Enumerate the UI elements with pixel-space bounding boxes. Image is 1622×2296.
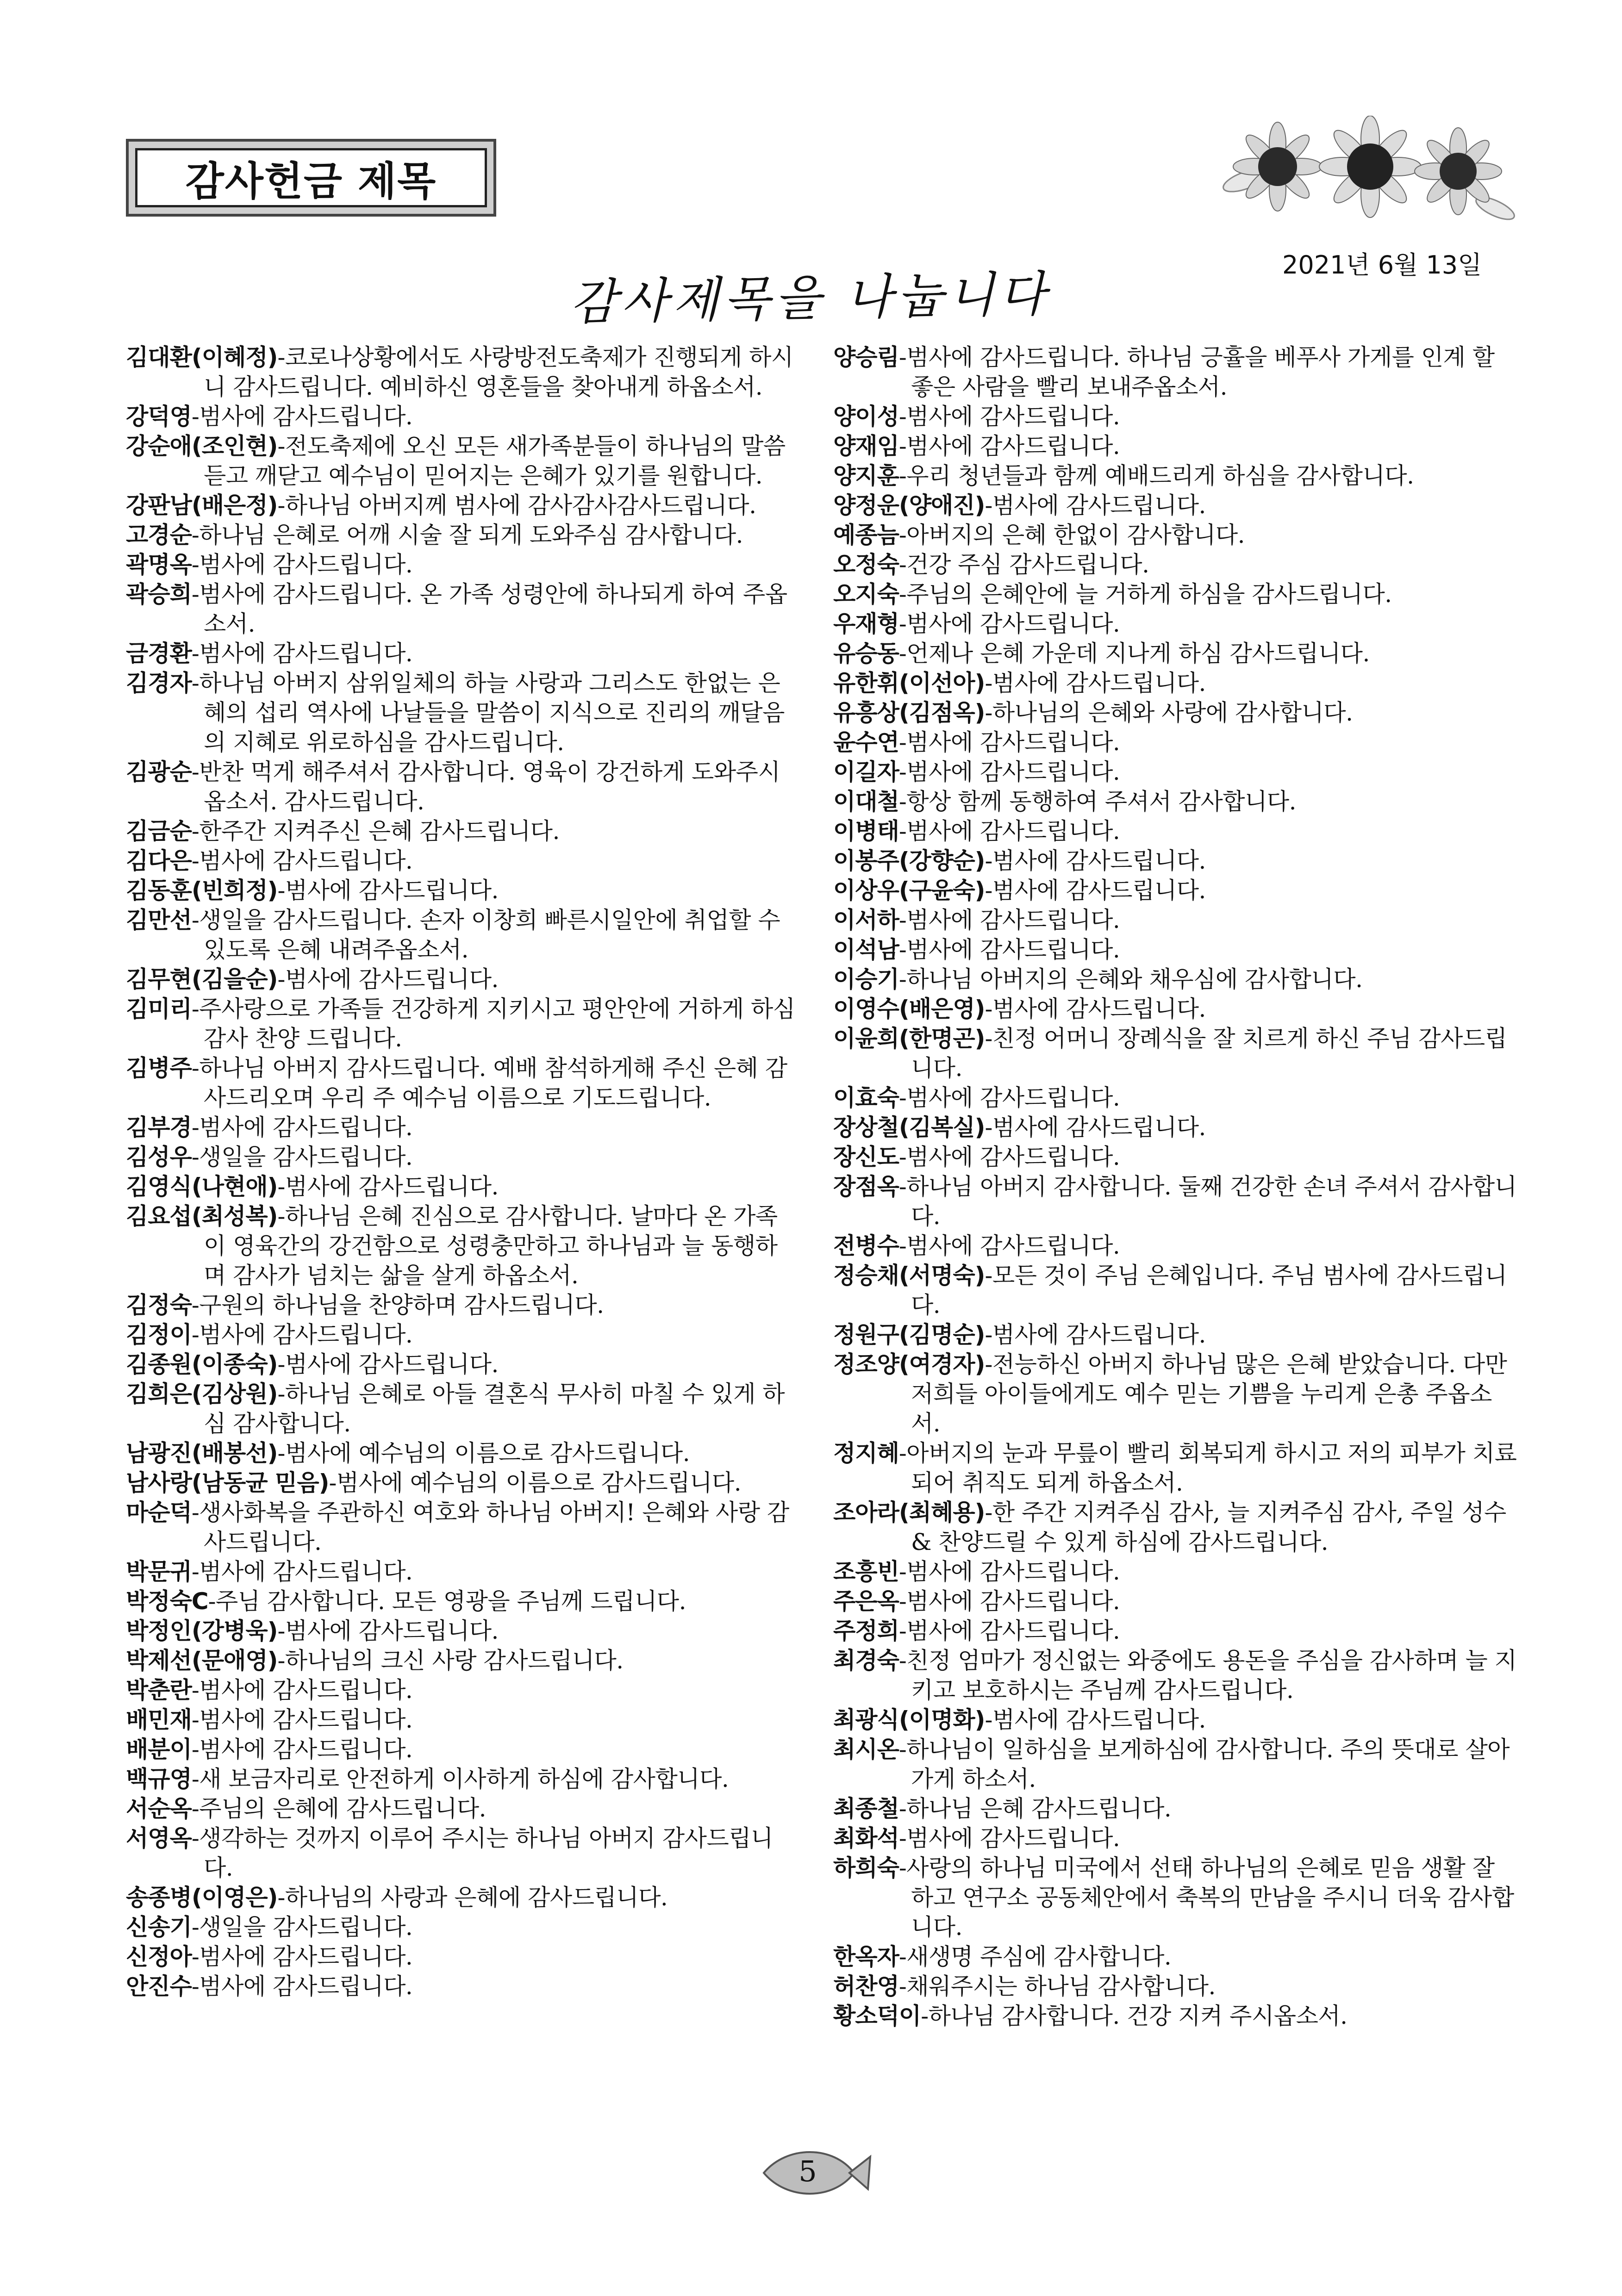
prayer-entry <box>126 1113 797 1142</box>
thanksgiving-message: -범사에 감사드립니다. <box>191 1943 413 1970</box>
prayer-entry <box>126 1053 797 1113</box>
member-name: 양이성 <box>833 403 899 430</box>
thanksgiving-message: -한 주간 지켜주심 감사, 늘 지켜주심 감사, 주일 성수 & 찬양드릴 수 있게 하심에 감사드립니다. <box>911 1499 1506 1556</box>
thanksgiving-message: -주님 감사합니다. 모든 영광을 주님께 드립니다. <box>208 1588 686 1615</box>
prayer-entry <box>126 1350 797 1379</box>
prayer-entry <box>833 964 1518 994</box>
prayer-entry <box>833 639 1518 668</box>
prayer-entry <box>833 1557 1518 1587</box>
thanksgiving-message: -구원의 하나님을 찬양하며 감사드립니다. <box>191 1292 604 1319</box>
thanksgiving-message: -범사에 감사드립니다. <box>898 907 1120 933</box>
member-name: 이석남 <box>833 936 899 963</box>
thanksgiving-message: -범사에 예수님의 이름으로 감사드립니다. <box>277 1440 690 1467</box>
thanksgiving-message: -범사에 감사드립니다. <box>191 847 413 874</box>
member-name: 김금순 <box>126 818 192 845</box>
prayer-entry <box>126 1794 797 1823</box>
member-name: 곽명옥 <box>126 551 192 578</box>
right-column <box>833 342 1518 2031</box>
prayer-entry <box>833 905 1518 935</box>
member-name: 허찬영 <box>833 1973 899 2000</box>
prayer-entry <box>833 1794 1518 1823</box>
prayer-entry <box>126 639 797 668</box>
member-name: 김정이 <box>126 1321 192 1348</box>
prayer-entry <box>126 1557 797 1587</box>
member-name: 오정숙 <box>833 551 899 578</box>
prayer-entry <box>833 1438 1518 1498</box>
thanksgiving-message: -범사에 감사드립니다. <box>898 1144 1120 1170</box>
prayer-entry <box>833 1587 1518 1616</box>
prayer-entry <box>126 579 797 639</box>
prayer-entry <box>126 905 797 964</box>
thanksgiving-message: -범사에 감사드립니다. <box>191 403 413 430</box>
prayer-entry <box>833 876 1518 905</box>
thanksgiving-message: -아버지의 눈과 무릎이 빨리 회복되게 하시고 저의 피부가 치료되어 취직도 되게 하옵소서. <box>898 1440 1517 1496</box>
member-name: 김미리 <box>126 996 192 1022</box>
member-name: 김영식(나현애) <box>126 1173 278 1200</box>
member-name: 장상철(김복실) <box>833 1114 985 1141</box>
thanksgiving-message: -범사에 감사드립니다. <box>191 1706 413 1733</box>
member-name: 강판남(배은정) <box>126 492 278 519</box>
member-name: 윤수연 <box>833 729 899 756</box>
thanksgiving-message: -생일을 감사드립니다. 손자 이창희 빠른시일안에 취업할 수 있도록 은혜 내려주옵소서. <box>191 907 780 963</box>
thanksgiving-message: -범사에 감사드립니다. <box>898 1588 1120 1615</box>
member-name: 유흥상(김점옥) <box>833 699 985 726</box>
thanksgiving-message: -하나님 은혜로 아들 결혼식 무사히 마칠 수 있게 하심 감사합니다. <box>204 1381 785 1437</box>
prayer-entry <box>833 1261 1518 1320</box>
member-name: 곽승희 <box>126 581 192 608</box>
prayer-entry <box>833 1113 1518 1142</box>
prayer-entry <box>833 461 1518 491</box>
prayer-entry <box>833 550 1518 579</box>
member-name: 박정인(강병욱) <box>126 1618 278 1644</box>
thanksgiving-message: -주사랑으로 가족들 건강하게 지키시고 평안안에 거하게 하심 감사 찬양 드립니다. <box>191 996 795 1052</box>
thanksgiving-message: -범사에 감사드립니다. <box>898 1232 1120 1259</box>
prayer-entry <box>833 1350 1518 1438</box>
thanksgiving-message: -하나님 아버지 삼위일체의 하늘 사랑과 그리스도 한없는 은혜의 섭리 역사에 나날들을 말씀이 지식으로 진리의 깨달음의 지혜로 위로하심을 감사드립니다. <box>191 670 785 756</box>
member-name: 김동훈(빈희정) <box>126 877 278 904</box>
thanksgiving-message: -하나님 아버지 감사드립니다. 예배 참석하게해 주신 은혜 감사드리오며 우리 주 예수님 이름으로 기도드립니다. <box>191 1055 787 1111</box>
thanksgiving-message: -하나님의 은혜와 사랑에 감사합니다. <box>985 699 1353 726</box>
prayer-entry <box>833 491 1518 520</box>
member-name: 최경숙 <box>833 1647 899 1674</box>
prayer-entry <box>833 1024 1518 1083</box>
member-name: 이길자 <box>833 759 899 785</box>
prayer-entry <box>833 1498 1518 1557</box>
member-name: 정지혜 <box>833 1440 899 1467</box>
prayer-entry <box>126 1438 797 1468</box>
member-name: 정조양(여경자) <box>833 1351 985 1378</box>
thanksgiving-message: -하나님의 크신 사랑 감사드립니다. <box>277 1647 624 1674</box>
thanksgiving-message: -범사에 감사드립니다. <box>898 403 1120 430</box>
member-name: 유승동 <box>833 640 899 667</box>
prayer-entry <box>833 1972 1518 2001</box>
prayer-entry <box>126 1616 797 1646</box>
member-name: 신송기 <box>126 1914 192 1941</box>
thanksgiving-message: -건강 주심 감사드립니다. <box>898 551 1149 578</box>
prayer-entry <box>126 1675 797 1705</box>
thanksgiving-message: -범사에 감사드립니다. <box>898 433 1120 460</box>
thanksgiving-message: -하나님 아버지께 범사에 감사감사감사드립니다. <box>277 492 756 519</box>
date-label: 2021년 6월 13일 <box>1282 250 1482 280</box>
prayer-entry <box>126 1883 797 1912</box>
prayer-entry <box>833 1646 1518 1705</box>
member-name: 이봉주(강향순) <box>833 847 985 874</box>
prayer-entry <box>833 1853 1518 1942</box>
member-name: 배민재 <box>126 1706 192 1733</box>
thanksgiving-message: -범사에 감사드립니다. <box>277 966 499 993</box>
prayer-entry <box>126 1587 797 1616</box>
thanksgiving-message: -반찬 먹게 해주셔서 감사합니다. 영육이 강건하게 도와주시옵소서. 감사드립니다. <box>191 759 780 815</box>
prayer-entry <box>833 1616 1518 1646</box>
prayer-entry <box>126 846 797 876</box>
thanksgiving-message: -범사에 감사드립니다. <box>191 1321 413 1348</box>
member-name: 박제선(문애영) <box>126 1647 278 1674</box>
thanksgiving-message: -생사화복을 주관하신 여호와 하나님 아버지! 은혜와 사랑 감사드립니다. <box>191 1499 789 1556</box>
sunflower-image <box>1217 116 1518 236</box>
thanksgiving-message: -범사에 감사드립니다. <box>191 1973 413 2000</box>
member-name: 이서하 <box>833 907 899 933</box>
thanksgiving-message: -범사에 감사드립니다. <box>191 1736 413 1763</box>
member-name: 최광식(이명화) <box>833 1706 985 1733</box>
prayer-entry <box>833 579 1518 609</box>
prayer-entry <box>126 1823 797 1883</box>
thanksgiving-message: -코로나상황에서도 사랑방전도축제가 진행되게 하시니 감사드립니다. 예비하신 영혼들을 찾아내게 하옵소서. <box>204 344 793 400</box>
member-name: 박춘란 <box>126 1677 192 1704</box>
thanksgiving-message: -범사에 감사드립니다. <box>277 877 499 904</box>
thanksgiving-message: -새생명 주심에 감사합니다. <box>898 1943 1172 1970</box>
member-name: 양지훈 <box>833 462 899 489</box>
member-name: 배분이 <box>126 1736 192 1763</box>
member-name: 신정아 <box>126 1943 192 1970</box>
prayer-entry <box>833 698 1518 728</box>
member-name: 조아라(최혜용) <box>833 1499 985 1526</box>
prayer-entry <box>126 1142 797 1172</box>
member-name: 송종병(이영은) <box>126 1884 278 1911</box>
thanksgiving-message: -범사에 감사드립니다. <box>985 670 1206 697</box>
member-name: 장점옥 <box>833 1173 899 1200</box>
section-header-box <box>126 139 496 217</box>
prayer-entry <box>126 342 797 402</box>
member-name: 장신도 <box>833 1144 899 1170</box>
member-name: 서영옥 <box>126 1825 192 1852</box>
member-name: 박정숙C <box>126 1588 208 1615</box>
page-number: 5 <box>799 2154 817 2188</box>
prayer-entry <box>833 816 1518 846</box>
member-name: 고경순 <box>126 522 192 548</box>
member-name: 정원구(김명순) <box>833 1321 985 1348</box>
thanksgiving-message: -모든 것이 주님 은혜입니다. 주님 범사에 감사드립니다. <box>911 1262 1507 1319</box>
prayer-entry <box>126 876 797 905</box>
member-name: 이대철 <box>833 788 899 815</box>
thanksgiving-message: -전능하신 아버지 하나님 많은 은혜 받았습니다. 다만 저희들 아이들에게도 예수 믿는 기쁨을 누리게 은총 주옵소서. <box>911 1351 1507 1437</box>
thanksgiving-message: -생일을 감사드립니다. <box>191 1144 413 1170</box>
prayer-entry <box>833 520 1518 550</box>
thanksgiving-message: -아버지의 은혜 한없이 감사합니다. <box>898 522 1245 548</box>
member-name: 최종철 <box>833 1795 899 1822</box>
prayer-entry <box>833 1942 1518 1972</box>
member-name: 이상우(구윤숙) <box>833 877 985 904</box>
member-name: 김성우 <box>126 1144 192 1170</box>
thanksgiving-message: -범사에 감사드립니다. <box>985 847 1206 874</box>
thanksgiving-message: -친정 엄마가 정신없는 와중에도 용돈을 주심을 감사하며 늘 지키고 보호하시는 주님께 감사드립니다. <box>898 1647 1517 1704</box>
prayer-entry <box>126 1646 797 1675</box>
prayer-entry <box>126 1764 797 1794</box>
prayer-entry <box>126 1705 797 1735</box>
thanksgiving-message: -범사에 감사드립니다. <box>191 551 413 578</box>
prayer-entry <box>833 2001 1518 2031</box>
prayer-entry <box>833 935 1518 964</box>
member-name: 강순애(조인현) <box>126 433 278 460</box>
thanksgiving-message: -한주간 지켜주신 은혜 감사드립니다. <box>191 818 560 845</box>
thanksgiving-message: -친정 어머니 장례식을 잘 치르게 하신 주님 감사드립니다. <box>911 1025 1507 1082</box>
prayer-entry <box>833 1705 1518 1735</box>
member-name: 주은옥 <box>833 1588 899 1615</box>
left-column <box>126 342 797 2001</box>
thanksgiving-message: -새 보금자리로 안전하게 이사하게 하심에 감사합니다. <box>191 1766 729 1792</box>
member-name: 강덕영 <box>126 403 192 430</box>
prayer-entry <box>833 1823 1518 1853</box>
section-title: 감사헌금 제목 <box>185 158 437 205</box>
thanksgiving-message: -하나님이 일하심을 보게하심에 감사합니다. 주의 뜻대로 살아가게 하소서. <box>898 1736 1510 1792</box>
thanksgiving-message: -범사에 감사드립니다. <box>898 936 1120 963</box>
prayer-entry <box>833 609 1518 639</box>
member-name: 박문귀 <box>126 1558 192 1585</box>
thanksgiving-message: -생각하는 것까지 이루어 주시는 하나님 아버지 감사드립니다. <box>191 1825 773 1881</box>
prayer-entry <box>126 550 797 579</box>
prayer-entry <box>126 491 797 520</box>
prayer-entry <box>126 1172 797 1201</box>
member-name: 우재형 <box>833 610 899 637</box>
member-name: 양재임 <box>833 433 899 460</box>
prayer-entry <box>126 1972 797 2001</box>
thanksgiving-message: -범사에 감사드립니다. <box>898 1618 1120 1644</box>
sunflower-center <box>1319 116 1421 218</box>
member-name: 서순옥 <box>126 1795 192 1822</box>
thanksgiving-message: -생일을 감사드립니다. <box>191 1914 413 1941</box>
member-name: 오지숙 <box>833 581 899 608</box>
prayer-entry <box>126 1498 797 1557</box>
prayer-entry <box>833 431 1518 461</box>
prayer-entry <box>833 1142 1518 1172</box>
thanksgiving-message: -하나님 아버지 감사합니다. 둘째 건강한 손녀 주셔서 감사합니다. <box>898 1173 1517 1230</box>
member-name: 김병주 <box>126 1055 192 1082</box>
thanksgiving-message: -전도축제에 오신 모든 새가족분들이 하나님의 말씀 듣고 깨닫고 예수님이 믿어지는 은혜가 있기를 원합니다. <box>204 433 786 489</box>
prayer-entry <box>833 1735 1518 1794</box>
prayer-entry <box>126 994 797 1053</box>
prayer-entry <box>833 1083 1518 1113</box>
thanksgiving-message: -하나님 은혜 진심으로 감사합니다. 날마다 온 가족이 영육간의 강건함으로 성령충만하고 하나님과 늘 동행하며 감사가 넘치는 삶을 살게 하옵소서. <box>204 1203 778 1289</box>
prayer-entry <box>833 342 1518 402</box>
prayer-entry <box>833 1231 1518 1261</box>
thanksgiving-message: -범사에 감사드립니다. <box>898 1825 1120 1852</box>
thanksgiving-message: -주님의 은혜에 감사드립니다. <box>191 1795 487 1822</box>
prayer-entry <box>833 728 1518 757</box>
member-name: 주정희 <box>833 1618 899 1644</box>
member-name: 김만선 <box>126 907 192 933</box>
member-name: 김정숙 <box>126 1292 192 1319</box>
thanksgiving-message: -우리 청년들과 함께 예배드리게 하심을 감사합니다. <box>898 462 1414 489</box>
thanksgiving-message: -범사에 감사드립니다. <box>898 610 1120 637</box>
member-name: 김종원(이종숙) <box>126 1351 278 1378</box>
prayer-entry <box>126 964 797 994</box>
thanksgiving-message: -언제나 은혜 가운데 지나게 하심 감사드립니다. <box>898 640 1370 667</box>
thanksgiving-message: -하나님 은혜 감사드립니다. <box>898 1795 1172 1822</box>
thanksgiving-message: -범사에 감사드립니다. <box>898 1084 1120 1111</box>
prayer-entry <box>126 1942 797 1972</box>
prayer-entry <box>126 402 797 431</box>
handwritten-subtitle: 감사제목을 나눕니다 <box>569 265 1051 331</box>
member-name: 김부경 <box>126 1114 192 1141</box>
prayer-entry <box>833 668 1518 698</box>
thanksgiving-message: -범사에 감사드립니다. <box>985 492 1206 519</box>
prayer-entry <box>833 757 1518 787</box>
thanksgiving-message: -범사에 감사드립니다. <box>898 759 1120 785</box>
prayer-entry <box>833 787 1518 816</box>
thanksgiving-message: -범사에 감사드립니다. 하나님 긍휼을 베푸사 가게를 인계 할 좋은 사람을 빨리 보내주옵소서. <box>898 344 1495 400</box>
member-name: 김희은(김상원) <box>126 1381 278 1407</box>
prayer-entry <box>833 1172 1518 1231</box>
prayer-entry <box>126 1912 797 1942</box>
thanksgiving-message: -범사에 감사드립니다. <box>191 1114 413 1141</box>
member-name: 전병수 <box>833 1232 899 1259</box>
thanksgiving-message: -주님의 은혜안에 늘 거하게 하심을 감사드립니다. <box>898 581 1392 608</box>
thanksgiving-message: -사랑의 하나님 미국에서 선태 하나님의 은혜로 믿음 생활 잘 하고 연구소 공동체안에서 축복의 만남을 주시니 더욱 감사합니다. <box>898 1854 1514 1941</box>
thanksgiving-message: -범사에 감사드립니다. <box>985 1706 1206 1733</box>
member-name: 안진수 <box>126 1973 192 2000</box>
thanksgiving-message: -하나님의 사랑과 은혜에 감사드립니다. <box>277 1884 668 1911</box>
member-name: 하희숙 <box>833 1854 899 1881</box>
thanksgiving-message: -하나님 은혜로 어깨 시술 잘 되게 도와주심 감사합니다. <box>191 522 743 548</box>
section-header-inner <box>135 148 487 207</box>
member-name: 한옥자 <box>833 1943 899 1970</box>
thanksgiving-message: -범사에 감사드립니다. <box>191 640 413 667</box>
thanksgiving-message: -범사에 감사드립니다. <box>898 1558 1120 1585</box>
member-name: 양정운(양애진) <box>833 492 985 519</box>
prayer-entry <box>833 994 1518 1024</box>
member-name: 김요섭(최성복) <box>126 1203 278 1230</box>
prayer-entry <box>126 1735 797 1764</box>
thanksgiving-message: -범사에 감사드립니다. <box>898 818 1120 845</box>
prayer-entry <box>833 402 1518 431</box>
prayer-entry <box>126 1320 797 1350</box>
prayer-entry <box>126 1201 797 1290</box>
member-name: 남사랑(남동균 믿음) <box>126 1469 329 1496</box>
thanksgiving-message: -범사에 감사드립니다. <box>191 1558 413 1585</box>
prayer-entry <box>126 668 797 757</box>
member-name: 양승림 <box>833 344 899 371</box>
thanksgiving-message: -항상 함께 동행하여 주셔서 감사합니다. <box>898 788 1297 815</box>
member-name: 김대환(이혜정) <box>126 344 278 371</box>
prayer-entry <box>126 1468 797 1498</box>
thanksgiving-message: -범사에 감사드립니다. <box>277 1173 499 1200</box>
member-name: 황소덕이 <box>833 2003 921 2029</box>
member-name: 김경자 <box>126 670 192 697</box>
sunflower-left <box>1233 122 1322 211</box>
prayer-entry <box>126 1379 797 1438</box>
member-name: 이효숙 <box>833 1084 899 1111</box>
member-name: 최시온 <box>833 1736 899 1763</box>
member-name: 이병태 <box>833 818 899 845</box>
thanksgiving-message: -범사에 감사드립니다. <box>985 996 1206 1022</box>
member-name: 금경환 <box>126 640 192 667</box>
thanksgiving-message: -범사에 감사드립니다. <box>985 877 1206 904</box>
thanksgiving-message: -채워주시는 하나님 감사합니다. <box>898 1973 1216 2000</box>
member-name: 유한휘(이선아) <box>833 670 985 697</box>
prayer-entry <box>126 431 797 491</box>
thanksgiving-message: -하나님 아버지의 은혜와 채우심에 감사합니다. <box>898 966 1363 993</box>
prayer-entry <box>126 816 797 846</box>
prayer-entry <box>126 757 797 816</box>
thanksgiving-message: -범사에 감사드립니다. <box>191 1677 413 1704</box>
member-name: 예종늠 <box>833 522 899 548</box>
member-name: 마순덕 <box>126 1499 192 1526</box>
thanksgiving-message: -범사에 감사드립니다. <box>277 1351 499 1378</box>
member-name: 김광순 <box>126 759 192 785</box>
member-name: 이영수(배은영) <box>833 996 985 1022</box>
member-name: 김무현(김을순) <box>126 966 278 993</box>
member-name: 최화석 <box>833 1825 899 1852</box>
thanksgiving-message: -범사에 감사드립니다. <box>898 729 1120 756</box>
prayer-entry <box>126 520 797 550</box>
prayer-entry <box>833 846 1518 876</box>
member-name: 김다은 <box>126 847 192 874</box>
thanksgiving-message: -하나님 감사합니다. 건강 지켜 주시옵소서. <box>921 2003 1348 2029</box>
thanksgiving-message: -범사에 감사드립니다. 온 가족 성령안에 하나되게 하여 주옵소서. <box>191 581 787 637</box>
prayer-entry <box>126 1290 797 1320</box>
member-name: 이윤희(한명곤) <box>833 1025 985 1052</box>
member-name: 정승채(서명숙) <box>833 1262 985 1289</box>
thanksgiving-message: -범사에 감사드립니다. <box>277 1618 499 1644</box>
thanksgiving-message: -범사에 감사드립니다. <box>985 1321 1206 1348</box>
thanksgiving-message: -범사에 예수님의 이름으로 감사드립니다. <box>329 1469 742 1496</box>
thanksgiving-message: -범사에 감사드립니다. <box>985 1114 1206 1141</box>
member-name: 이승기 <box>833 966 899 993</box>
member-name: 남광진(배봉선) <box>126 1440 278 1467</box>
prayer-entry <box>833 1320 1518 1350</box>
member-name: 조흥빈 <box>833 1558 899 1585</box>
member-name: 백규영 <box>126 1766 192 1792</box>
